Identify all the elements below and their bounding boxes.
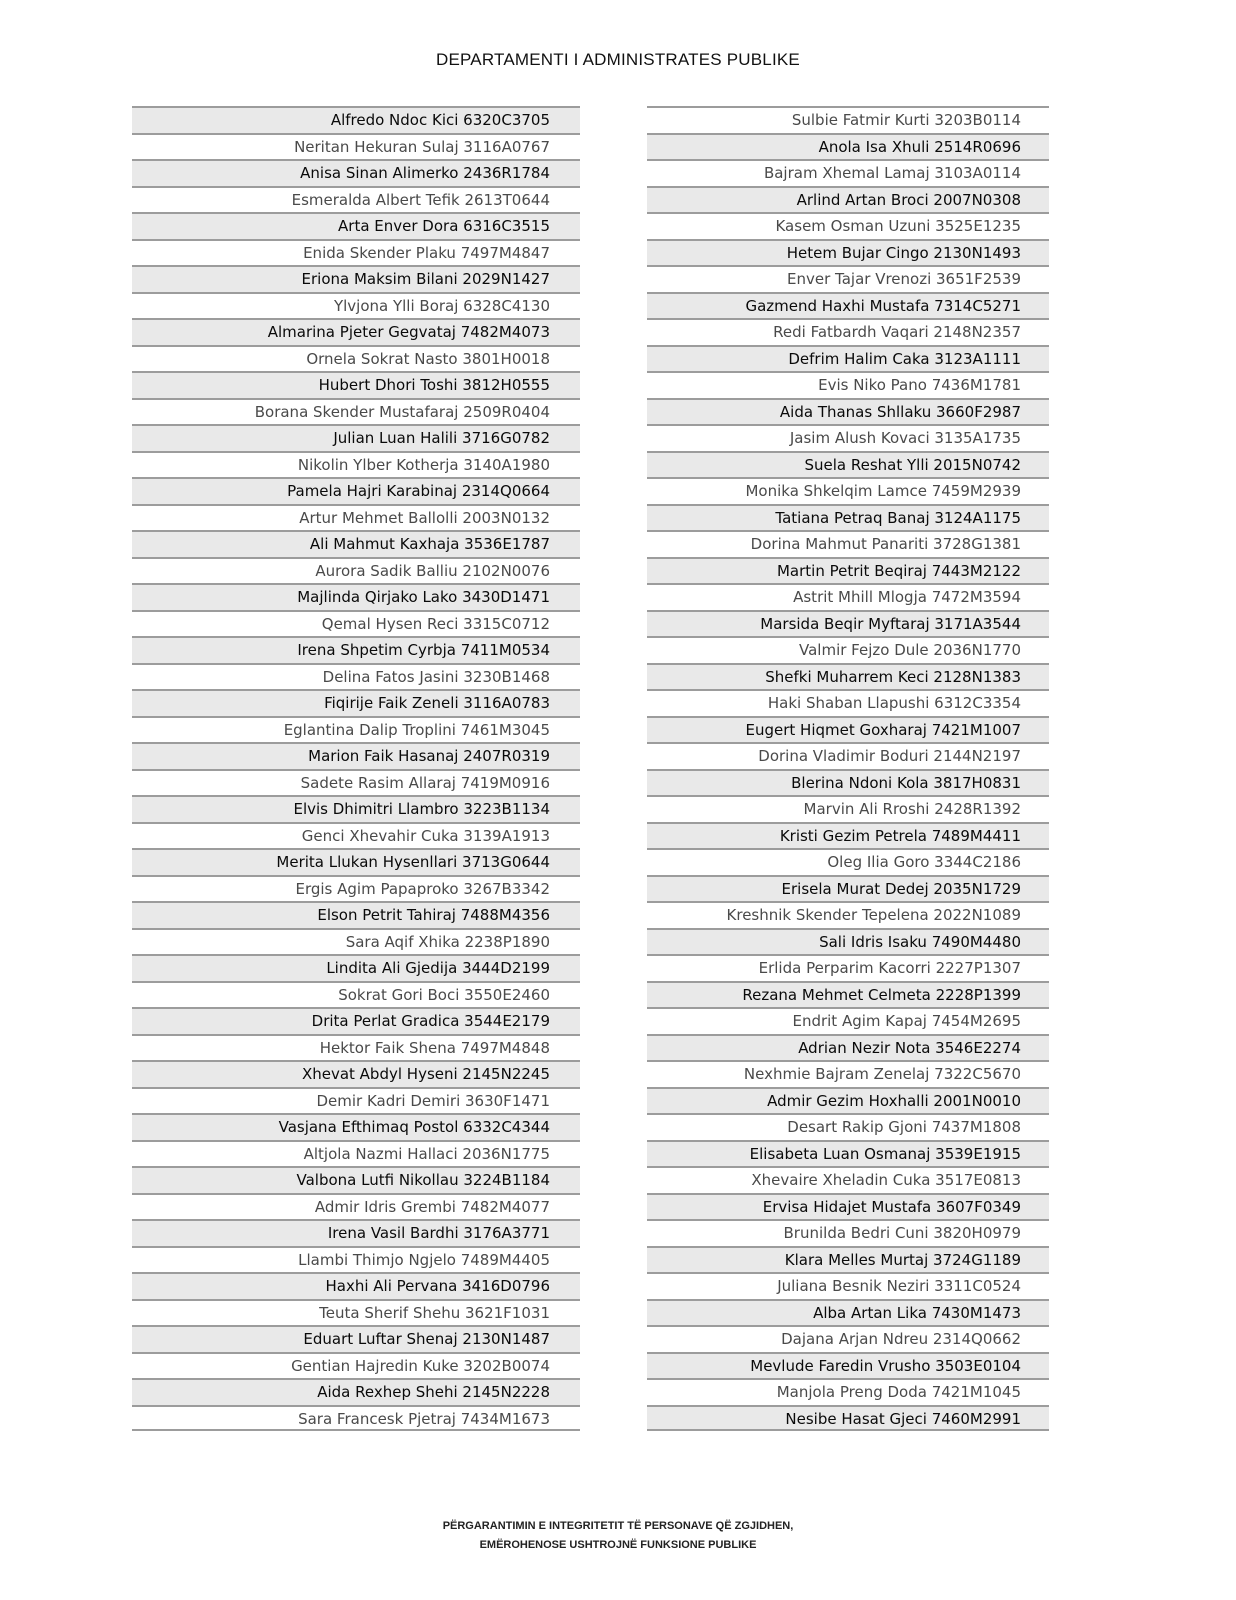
- list-item: Haxhi Ali Pervana 3416D0796: [132, 1272, 580, 1299]
- list-item: Sara Francesk Pjetraj 7434M1673: [132, 1405, 580, 1432]
- list-item: Elvis Dhimitri Llambro 3223B1134: [132, 795, 580, 822]
- list-item: Alba Artan Lika 7430M1473: [647, 1299, 1049, 1326]
- list-item: Sadete Rasim Allaraj 7419M0916: [132, 769, 580, 796]
- list-item: Ergis Agim Papaproko 3267B3342: [132, 875, 580, 902]
- list-item: Anola Isa Xhuli 2514R0696: [647, 133, 1049, 160]
- page-title: DEPARTAMENTI I ADMINISTRATES PUBLIKE: [436, 50, 800, 69]
- list-item: Astrit Mhill Mlogja 7472M3594: [647, 583, 1049, 610]
- list-item: Aurora Sadik Balliu 2102N0076: [132, 557, 580, 584]
- list-item: Xhevat Abdyl Hyseni 2145N2245: [132, 1060, 580, 1087]
- list-item: Jasim Alush Kovaci 3135A1735: [647, 424, 1049, 451]
- footer-line-1: PËRGARANTIMIN E INTEGRITETIT TË PERSONAVE QË ZGJIDHEN,: [442, 1520, 794, 1532]
- list-item: Alfredo Ndoc Kici 6320C3705: [132, 106, 580, 133]
- list-item: Aida Thanas Shllaku 3660F2987: [647, 398, 1049, 425]
- list-item: Manjola Preng Doda 7421M1045: [647, 1378, 1049, 1405]
- list-item: Anisa Sinan Alimerko 2436R1784: [132, 159, 580, 186]
- list-item: Julian Luan Halili 3716G0782: [132, 424, 580, 451]
- list-item: Erisela Murat Dedej 2035N1729: [647, 875, 1049, 902]
- list-item: Arlind Artan Broci 2007N0308: [647, 186, 1049, 213]
- list-item: Gentian Hajredin Kuke 3202B0074: [132, 1352, 580, 1379]
- list-item: Drita Perlat Gradica 3544E2179: [132, 1007, 580, 1034]
- list-item: Martin Petrit Beqiraj 7443M2122: [647, 557, 1049, 584]
- list-item: Nexhmie Bajram Zenelaj 7322C5670: [647, 1060, 1049, 1087]
- list-item: Elson Petrit Tahiraj 7488M4356: [132, 901, 580, 928]
- list-item: Dajana Arjan Ndreu 2314Q0662: [647, 1325, 1049, 1352]
- list-item: Irena Shpetim Cyrbja 7411M0534: [132, 636, 580, 663]
- list-item: Llambi Thimjo Ngjelo 7489M4405: [132, 1246, 580, 1273]
- left-name-list: [132, 106, 580, 1431]
- list-item: Borana Skender Mustafaraj 2509R0404: [132, 398, 580, 425]
- list-item: Nesibe Hasat Gjeci 7460M2991: [647, 1405, 1049, 1432]
- list-item: Eglantina Dalip Troplini 7461M3045: [132, 716, 580, 743]
- list-item: Suela Reshat Ylli 2015N0742: [647, 451, 1049, 478]
- list-item: Ali Mahmut Kaxhaja 3536E1787: [132, 530, 580, 557]
- list-item: Lindita Ali Gjedija 3444D2199: [132, 954, 580, 981]
- list-item: Klara Melles Murtaj 3724G1189: [647, 1246, 1049, 1273]
- list-item: Esmeralda Albert Tefik 2613T0644: [132, 186, 580, 213]
- list-item: Marvin Ali Rroshi 2428R1392: [647, 795, 1049, 822]
- list-item: Pamela Hajri Karabinaj 2314Q0664: [132, 477, 580, 504]
- list-item: Demir Kadri Demiri 3630F1471: [132, 1087, 580, 1114]
- list-item: Evis Niko Pano 7436M1781: [647, 371, 1049, 398]
- list-item: Eugert Hiqmet Goxharaj 7421M1007: [647, 716, 1049, 743]
- list-item: Kasem Osman Uzuni 3525E1235: [647, 212, 1049, 239]
- list-item: Xhevaire Xheladin Cuka 3517E0813: [647, 1166, 1049, 1193]
- list-item: Dorina Mahmut Panariti 3728G1381: [647, 530, 1049, 557]
- list-item: Admir Idris Grembi 7482M4077: [132, 1193, 580, 1220]
- list-item: Haki Shaban Llapushi 6312C3354: [647, 689, 1049, 716]
- list-item: Delina Fatos Jasini 3230B1468: [132, 663, 580, 690]
- list-item: Kristi Gezim Petrela 7489M4411: [647, 822, 1049, 849]
- list-item: Marion Faik Hasanaj 2407R0319: [132, 742, 580, 769]
- list-item: Ylvjona Ylli Boraj 6328C4130: [132, 292, 580, 319]
- list-item: Valbona Lutfi Nikollau 3224B1184: [132, 1166, 580, 1193]
- list-item: Mevlude Faredin Vrusho 3503E0104: [647, 1352, 1049, 1379]
- list-item: Artur Mehmet Ballolli 2003N0132: [132, 504, 580, 531]
- list-item: Blerina Ndoni Kola 3817H0831: [647, 769, 1049, 796]
- list-item: Endrit Agim Kapaj 7454M2695: [647, 1007, 1049, 1034]
- list-item: Aida Rexhep Shehi 2145N2228: [132, 1378, 580, 1405]
- list-item: Vasjana Efthimaq Postol 6332C4344: [132, 1113, 580, 1140]
- list-item: Sulbie Fatmir Kurti 3203B0114: [647, 106, 1049, 133]
- list-item: Ornela Sokrat Nasto 3801H0018: [132, 345, 580, 372]
- list-item: Altjola Nazmi Hallaci 2036N1775: [132, 1140, 580, 1167]
- list-item: Monika Shkelqim Lamce 7459M2939: [647, 477, 1049, 504]
- list-item: Nikolin Ylber Kotherja 3140A1980: [132, 451, 580, 478]
- list-item: Sara Aqif Xhika 2238P1890: [132, 928, 580, 955]
- list-item: Majlinda Qirjako Lako 3430D1471: [132, 583, 580, 610]
- list-item: Fiqirije Faik Zeneli 3116A0783: [132, 689, 580, 716]
- list-item: Enida Skender Plaku 7497M4847: [132, 239, 580, 266]
- list-item: Erlida Perparim Kacorri 2227P1307: [647, 954, 1049, 981]
- list-item: Almarina Pjeter Gegvataj 7482M4073: [132, 318, 580, 345]
- list-item: Admir Gezim Hoxhalli 2001N0010: [647, 1087, 1049, 1114]
- list-item: Arta Enver Dora 6316C3515: [132, 212, 580, 239]
- footer-line-2: EMËROHENOSE USHTROJNË FUNKSIONE PUBLIKE: [479, 1539, 757, 1551]
- list-item: Juliana Besnik Neziri 3311C0524: [647, 1272, 1049, 1299]
- list-item: Adrian Nezir Nota 3546E2274: [647, 1034, 1049, 1061]
- list-item: Eriona Maksim Bilani 2029N1427: [132, 265, 580, 292]
- list-item: Teuta Sherif Shehu 3621F1031: [132, 1299, 580, 1326]
- list-item: Desart Rakip Gjoni 7437M1808: [647, 1113, 1049, 1140]
- list-item: Sokrat Gori Boci 3550E2460: [132, 981, 580, 1008]
- right-name-list: [647, 106, 1049, 1431]
- list-item: Kreshnik Skender Tepelena 2022N1089: [647, 901, 1049, 928]
- list-item: Hektor Faik Shena 7497M4848: [132, 1034, 580, 1061]
- list-item: Irena Vasil Bardhi 3176A3771: [132, 1219, 580, 1246]
- list-item: Gazmend Haxhi Mustafa 7314C5271: [647, 292, 1049, 319]
- list-item: Bajram Xhemal Lamaj 3103A0114: [647, 159, 1049, 186]
- list-item: Oleg Ilia Goro 3344C2186: [647, 848, 1049, 875]
- list-item: Merita Llukan Hysenllari 3713G0644: [132, 848, 580, 875]
- list-item: Shefki Muharrem Keci 2128N1383: [647, 663, 1049, 690]
- list-item: Genci Xhevahir Cuka 3139A1913: [132, 822, 580, 849]
- list-item: Defrim Halim Caka 3123A1111: [647, 345, 1049, 372]
- list-item: Rezana Mehmet Celmeta 2228P1399: [647, 981, 1049, 1008]
- list-item: Ervisa Hidajet Mustafa 3607F0349: [647, 1193, 1049, 1220]
- list-item: Eduart Luftar Shenaj 2130N1487: [132, 1325, 580, 1352]
- list-item: Marsida Beqir Myftaraj 3171A3544: [647, 610, 1049, 637]
- list-item: Elisabeta Luan Osmanaj 3539E1915: [647, 1140, 1049, 1167]
- list-item: Brunilda Bedri Cuni 3820H0979: [647, 1219, 1049, 1246]
- list-item: Tatiana Petraq Banaj 3124A1175: [647, 504, 1049, 531]
- list-item: Dorina Vladimir Boduri 2144N2197: [647, 742, 1049, 769]
- list-item: Hetem Bujar Cingo 2130N1493: [647, 239, 1049, 266]
- list-item: Qemal Hysen Reci 3315C0712: [132, 610, 580, 637]
- list-item: Neritan Hekuran Sulaj 3116A0767: [132, 133, 580, 160]
- list-item: Redi Fatbardh Vaqari 2148N2357: [647, 318, 1049, 345]
- list-item: Valmir Fejzo Dule 2036N1770: [647, 636, 1049, 663]
- list-item: Enver Tajar Vrenozi 3651F2539: [647, 265, 1049, 292]
- list-item: Sali Idris Isaku 7490M4480: [647, 928, 1049, 955]
- footer: [0, 1517, 1236, 1555]
- list-item: Hubert Dhori Toshi 3812H0555: [132, 371, 580, 398]
